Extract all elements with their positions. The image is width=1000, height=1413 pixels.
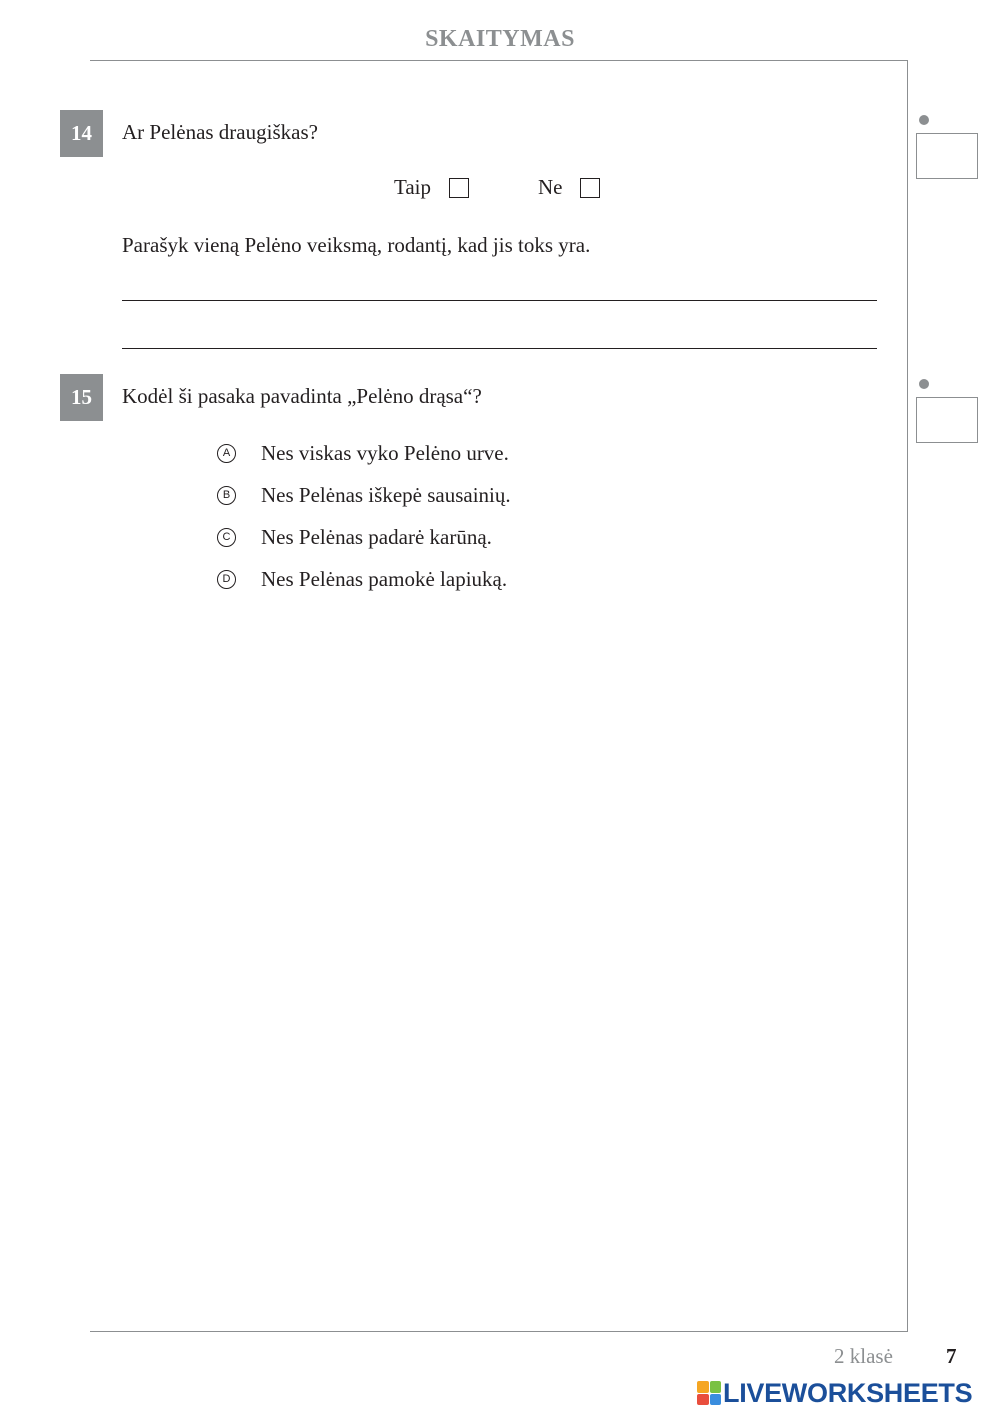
question-14-followup: Parašyk vieną Pelėno veiksmą, rodantį, kad jis toks yra. (122, 233, 591, 257)
frame-right-border (907, 60, 908, 1332)
choice-taip-label: Taip (394, 175, 432, 199)
answer-line-2[interactable] (122, 348, 877, 349)
option-b-circle: B (217, 486, 236, 505)
choice-ne-label: Ne (538, 175, 563, 199)
brand-name: LIVEWORKSHEETS (723, 1377, 973, 1408)
score-dot-15 (919, 379, 929, 389)
option-d-text: Nes Pelėnas pamokė lapiuką. (261, 566, 508, 591)
frame-bottom-border (90, 1331, 908, 1332)
page-title: SKAITYMAS (425, 26, 575, 52)
question-14-number: 14 (60, 110, 103, 157)
option-a[interactable] (217, 440, 509, 466)
choice-ne-checkbox[interactable] (580, 178, 600, 198)
option-d-circle: D (217, 570, 236, 589)
choice-taip-checkbox[interactable] (449, 178, 469, 198)
answer-line-1[interactable] (122, 300, 877, 301)
option-a-text: Nes viskas vyko Pelėno urve. (261, 440, 509, 465)
footer-grade: 2 klasė (834, 1344, 893, 1368)
question-14-prompt: Ar Pelėnas draugiškas? (122, 120, 318, 144)
question-15-prompt: Kodėl ši pasaka pavadinta „Pelėno drąsa“? (122, 384, 482, 408)
brand-logo (697, 1378, 972, 1408)
option-c[interactable] (217, 524, 492, 550)
option-a-circle: A (217, 444, 236, 463)
score-dot-14 (919, 115, 929, 125)
score-box-15[interactable] (916, 397, 978, 443)
score-box-14[interactable] (916, 133, 978, 179)
question-15-number: 15 (60, 374, 103, 421)
option-b-text: Nes Pelėnas iškepė sausainių. (261, 482, 511, 507)
option-b[interactable] (217, 482, 511, 508)
option-c-text: Nes Pelėnas padarė karūną. (261, 524, 492, 549)
option-d[interactable] (217, 566, 507, 592)
option-c-circle: C (217, 528, 236, 547)
frame-top-border (90, 60, 908, 61)
page-number: 7 (946, 1344, 957, 1368)
liveworksheets-logo-icon (697, 1381, 721, 1405)
